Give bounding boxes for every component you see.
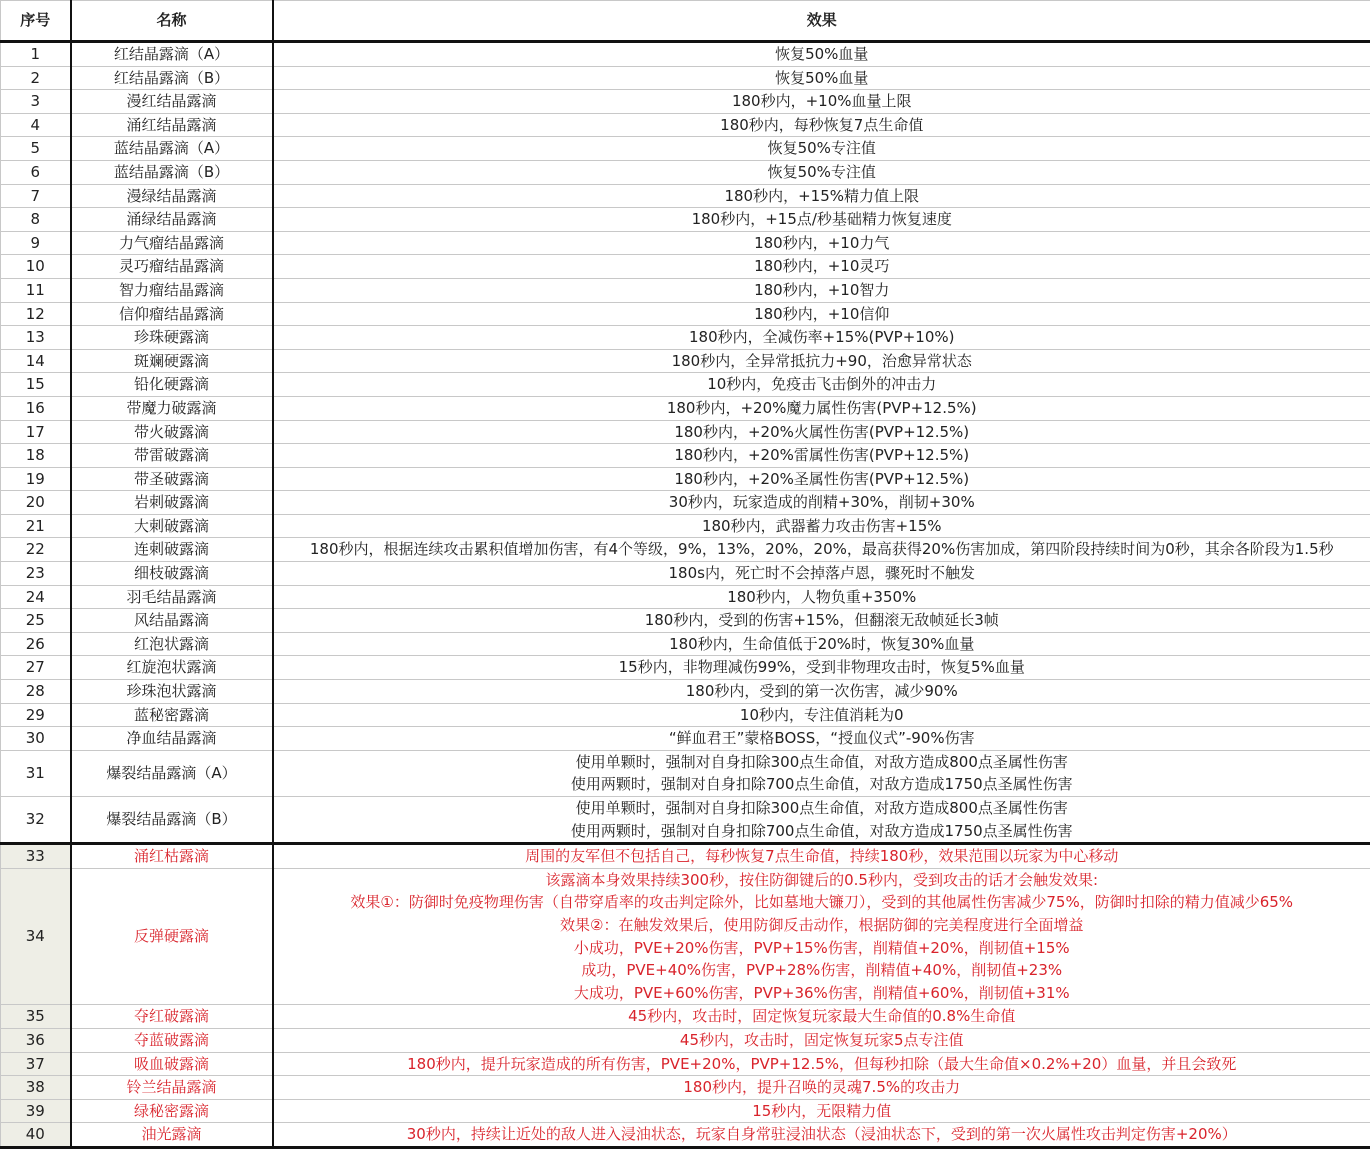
row-name: 漫红结晶露滴 (71, 90, 273, 114)
row-name: 力气瘤结晶露滴 (71, 231, 273, 255)
table-row (1, 113, 1370, 137)
row-id: 22 (1, 538, 71, 562)
row-effect (273, 562, 1370, 586)
table-row (1, 160, 1370, 184)
row-id: 23 (1, 562, 71, 586)
row-effect (273, 1123, 1370, 1148)
row-effect (273, 1076, 1370, 1100)
effect-line: 180秒内，全减伤率+15%(PVP+10%) (274, 326, 1370, 349)
row-effect (273, 656, 1370, 680)
row-effect (273, 750, 1370, 796)
effect-line: 180秒内，受到的第一次伤害，减少90% (274, 680, 1370, 703)
row-effect (273, 1052, 1370, 1076)
effect-line: 使用单颗时，强制对自身扣除300点生命值，对敌方造成800点圣属性伤害 (274, 797, 1370, 820)
row-name: 反弹硬露滴 (71, 868, 273, 1005)
row-id: 6 (1, 160, 71, 184)
row-effect (273, 727, 1370, 751)
row-name: 夺红破露滴 (71, 1005, 273, 1029)
row-id: 2 (1, 66, 71, 90)
effect-line: 恢复50%血量 (274, 67, 1370, 90)
row-name: 爆裂结晶露滴（A） (71, 750, 273, 796)
table-row (1, 750, 1370, 796)
table-row (1, 1099, 1370, 1123)
effect-line: 180秒内，+20%火属性伤害(PVP+12.5%) (274, 421, 1370, 444)
row-effect (273, 160, 1370, 184)
row-name: 涌红结晶露滴 (71, 113, 273, 137)
row-id: 37 (1, 1052, 71, 1076)
table-row (1, 349, 1370, 373)
row-id: 38 (1, 1076, 71, 1100)
table-row (1, 90, 1370, 114)
row-id: 24 (1, 585, 71, 609)
effect-line: 180秒内，+20%雷属性伤害(PVP+12.5%) (274, 444, 1370, 467)
table-row (1, 491, 1370, 515)
effect-line: 周围的友军但不包括自己，每秒恢复7点生命值，持续180秒，效果范围以玩家为中心移动 (274, 845, 1370, 868)
table-row (1, 632, 1370, 656)
table-row (1, 609, 1370, 633)
row-id: 14 (1, 349, 71, 373)
row-name: 信仰瘤结晶露滴 (71, 302, 273, 326)
effect-line: 10秒内，免疫击飞击倒外的冲击力 (274, 373, 1370, 396)
row-name: 带魔力破露滴 (71, 396, 273, 420)
row-id: 1 (1, 42, 71, 67)
table-row (1, 396, 1370, 420)
row-name: 珍珠硬露滴 (71, 326, 273, 350)
row-effect (273, 797, 1370, 844)
row-id: 15 (1, 373, 71, 397)
effect-line: 成功，PVE+40%伤害，PVP+28%伤害，削精值+40%，削韧值+23% (274, 959, 1370, 982)
effect-line: 180秒内，每秒恢复7点生命值 (274, 114, 1370, 137)
effect-line: 180秒内，+10力气 (274, 232, 1370, 255)
row-name: 蓝结晶露滴（B） (71, 160, 273, 184)
effect-line: 使用两颗时，强制对自身扣除700点生命值，对敌方造成1750点圣属性伤害 (274, 773, 1370, 796)
table-row (1, 844, 1370, 869)
row-name: 净血结晶露滴 (71, 727, 273, 751)
row-name: 红泡状露滴 (71, 632, 273, 656)
row-id: 13 (1, 326, 71, 350)
row-id: 8 (1, 208, 71, 232)
row-name: 漫绿结晶露滴 (71, 184, 273, 208)
row-name: 红结晶露滴（A） (71, 42, 273, 67)
effect-line: 10秒内，专注值消耗为0 (274, 704, 1370, 727)
row-effect (273, 137, 1370, 161)
row-id: 33 (1, 844, 71, 869)
row-effect (273, 66, 1370, 90)
effect-line: 180秒内，生命值低于20%时，恢复30%血量 (274, 633, 1370, 656)
row-effect (273, 703, 1370, 727)
table-row (1, 278, 1370, 302)
table-row (1, 1123, 1370, 1148)
table-row (1, 538, 1370, 562)
effect-line: 45秒内，攻击时，固定恢复玩家最大生命值的0.8%生命值 (274, 1005, 1370, 1028)
row-name: 风结晶露滴 (71, 609, 273, 633)
effect-line: 恢复50%专注值 (274, 161, 1370, 184)
row-id: 16 (1, 396, 71, 420)
table-row (1, 680, 1370, 704)
row-name: 涌红枯露滴 (71, 844, 273, 869)
row-name: 羽毛结晶露滴 (71, 585, 273, 609)
table-row (1, 184, 1370, 208)
header-id: 序号 (1, 1, 71, 42)
row-id: 9 (1, 231, 71, 255)
table-row (1, 1028, 1370, 1052)
row-name: 铃兰结晶露滴 (71, 1076, 273, 1100)
row-id: 19 (1, 467, 71, 491)
row-id: 35 (1, 1005, 71, 1029)
row-name: 油光露滴 (71, 1123, 273, 1148)
effect-line: 15秒内，非物理减伤99%，受到非物理攻击时，恢复5%血量 (274, 656, 1370, 679)
row-name: 带雷破露滴 (71, 444, 273, 468)
header-effect: 效果 (273, 1, 1370, 42)
table-row (1, 727, 1370, 751)
table-row (1, 585, 1370, 609)
table-row (1, 137, 1370, 161)
effect-line: 15秒内，无限精力值 (274, 1100, 1370, 1123)
row-effect (273, 844, 1370, 869)
effect-line: 180秒内，+10灵巧 (274, 255, 1370, 278)
row-effect (273, 302, 1370, 326)
row-id: 40 (1, 1123, 71, 1148)
table-row (1, 444, 1370, 468)
effect-line: 恢复50%专注值 (274, 137, 1370, 160)
effect-line: 180秒内，全异常抵抗力+90，治愈异常状态 (274, 350, 1370, 373)
row-effect (273, 231, 1370, 255)
row-effect (273, 1028, 1370, 1052)
effect-line: 180秒内，受到的伤害+15%，但翻滚无敌帧延长3帧 (274, 609, 1370, 632)
table-row (1, 326, 1370, 350)
effect-line: 180秒内，+10智力 (274, 279, 1370, 302)
row-effect (273, 184, 1370, 208)
row-effect (273, 349, 1370, 373)
effect-line: 180秒内，根据连续攻击累积值增加伤害，有4个等级，9%，13%，20%，20%，最高获得20%伤害加成，第四阶段持续时间为0秒，其余各阶段为1.5秒 (274, 538, 1370, 561)
row-id: 7 (1, 184, 71, 208)
row-id: 29 (1, 703, 71, 727)
row-effect (273, 42, 1370, 67)
table-row (1, 66, 1370, 90)
row-name: 夺蓝破露滴 (71, 1028, 273, 1052)
row-id: 5 (1, 137, 71, 161)
row-effect (273, 444, 1370, 468)
effect-line: 180秒内，武器蓄力攻击伤害+15% (274, 515, 1370, 538)
effect-line: 180秒内，人物负重+350% (274, 586, 1370, 609)
effect-line: 效果②：在触发效果后，使用防御反击动作，根据防御的完美程度进行全面增益 (274, 914, 1370, 937)
row-id: 11 (1, 278, 71, 302)
effect-line: 180秒内，+20%圣属性伤害(PVP+12.5%) (274, 468, 1370, 491)
row-effect (273, 373, 1370, 397)
row-effect (273, 113, 1370, 137)
table-row (1, 1076, 1370, 1100)
effect-line: 30秒内，持续让近处的敌人进入浸油状态，玩家自身常驻浸油状态（浸油状态下，受到的第一次火属性攻击判定伤害+20%） (274, 1123, 1370, 1146)
row-name: 绿秘密露滴 (71, 1099, 273, 1123)
table-row (1, 302, 1370, 326)
header-name: 名称 (71, 1, 273, 42)
row-effect (273, 90, 1370, 114)
effect-line: 30秒内，玩家造成的削精+30%，削韧+30% (274, 491, 1370, 514)
table-row (1, 1005, 1370, 1029)
table-row (1, 373, 1370, 397)
effect-line: 大成功，PVE+60%伤害，PVP+36%伤害，削精值+60%，削韧值+31% (274, 982, 1370, 1005)
row-id: 32 (1, 797, 71, 844)
table-row (1, 1052, 1370, 1076)
row-effect (273, 538, 1370, 562)
row-id: 27 (1, 656, 71, 680)
effect-line: 180秒内，+10%血量上限 (274, 90, 1370, 113)
row-id: 4 (1, 113, 71, 137)
effect-line: 180秒内，+15%精力值上限 (274, 185, 1370, 208)
row-effect (273, 396, 1370, 420)
table-row (1, 231, 1370, 255)
row-effect (273, 420, 1370, 444)
effect-line: 恢复50%血量 (274, 43, 1370, 66)
row-id: 17 (1, 420, 71, 444)
effect-line: 180秒内，提升召唤的灵魂7.5%的攻击力 (274, 1076, 1370, 1099)
row-effect (273, 585, 1370, 609)
row-name: 红旋泡状露滴 (71, 656, 273, 680)
row-name: 爆裂结晶露滴（B） (71, 797, 273, 844)
effect-line: 180秒内，+20%魔力属性伤害(PVP+12.5%) (274, 397, 1370, 420)
row-effect (273, 632, 1370, 656)
row-effect (273, 868, 1370, 1005)
row-id: 10 (1, 255, 71, 279)
effect-line: 180秒内，+15点/秒基础精力恢复速度 (274, 208, 1370, 231)
row-effect (273, 467, 1370, 491)
table-row (1, 562, 1370, 586)
table-row (1, 467, 1370, 491)
row-id: 26 (1, 632, 71, 656)
table-body (1, 42, 1370, 1148)
table-row (1, 868, 1370, 1005)
table-row (1, 703, 1370, 727)
effect-line: “鲜血君王”蒙格BOSS，“授血仪式”-90%伤害 (274, 727, 1370, 750)
row-name: 岩刺破露滴 (71, 491, 273, 515)
row-name: 涌绿结晶露滴 (71, 208, 273, 232)
row-name: 红结晶露滴（B） (71, 66, 273, 90)
row-name: 蓝结晶露滴（A） (71, 137, 273, 161)
table-row (1, 420, 1370, 444)
row-effect (273, 278, 1370, 302)
row-id: 36 (1, 1028, 71, 1052)
table-row (1, 797, 1370, 844)
row-id: 31 (1, 750, 71, 796)
row-name: 斑斓硬露滴 (71, 349, 273, 373)
row-name: 带火破露滴 (71, 420, 273, 444)
effect-line: 小成功，PVE+20%伤害，PVP+15%伤害，削精值+20%，削韧值+15% (274, 937, 1370, 960)
effect-line: 使用两颗时，强制对自身扣除700点生命值，对敌方造成1750点圣属性伤害 (274, 820, 1370, 843)
row-effect (273, 1005, 1370, 1029)
row-name: 珍珠泡状露滴 (71, 680, 273, 704)
effect-line: 180秒内，+10信仰 (274, 303, 1370, 326)
row-id: 21 (1, 514, 71, 538)
row-effect (273, 208, 1370, 232)
row-id: 20 (1, 491, 71, 515)
row-name: 连刺破露滴 (71, 538, 273, 562)
row-effect (273, 491, 1370, 515)
row-name: 铅化硬露滴 (71, 373, 273, 397)
row-effect (273, 326, 1370, 350)
table-row (1, 42, 1370, 67)
row-id: 25 (1, 609, 71, 633)
row-effect (273, 609, 1370, 633)
row-effect (273, 1099, 1370, 1123)
row-id: 28 (1, 680, 71, 704)
row-name: 灵巧瘤结晶露滴 (71, 255, 273, 279)
effect-line: 180s内，死亡时不会掉落卢恩，骤死时不触发 (274, 562, 1370, 585)
effect-line: 使用单颗时，强制对自身扣除300点生命值，对敌方造成800点圣属性伤害 (274, 751, 1370, 774)
table-row (1, 208, 1370, 232)
effect-line: 45秒内，攻击时，固定恢复玩家5点专注值 (274, 1029, 1370, 1052)
table-row (1, 656, 1370, 680)
row-id: 34 (1, 868, 71, 1005)
effect-line: 效果①：防御时免疫物理伤害（自带穿盾率的攻击判定除外，比如墓地大镰刀），受到的其他属性伤害减少75%，防御时扣除的精力值减少65% (274, 891, 1370, 914)
effect-line: 该露滴本身效果持续300秒，按住防御键后的0.5秒内，受到攻击的话才会触发效果: (274, 869, 1370, 892)
row-effect (273, 514, 1370, 538)
row-id: 30 (1, 727, 71, 751)
table-row (1, 514, 1370, 538)
row-id: 39 (1, 1099, 71, 1123)
row-id: 12 (1, 302, 71, 326)
row-id: 18 (1, 444, 71, 468)
row-effect (273, 680, 1370, 704)
row-name: 智力瘤结晶露滴 (71, 278, 273, 302)
row-name: 细枝破露滴 (71, 562, 273, 586)
header-row (1, 1, 1370, 42)
effect-line: 180秒内，提升玩家造成的所有伤害，PVE+20%，PVP+12.5%，但每秒扣除（最大生命值×0.2%+20）血量，并且会致死 (274, 1053, 1370, 1076)
row-effect (273, 255, 1370, 279)
row-id: 3 (1, 90, 71, 114)
row-name: 大刺破露滴 (71, 514, 273, 538)
row-name: 带圣破露滴 (71, 467, 273, 491)
table-row (1, 255, 1370, 279)
row-name: 蓝秘密露滴 (71, 703, 273, 727)
row-name: 吸血破露滴 (71, 1052, 273, 1076)
